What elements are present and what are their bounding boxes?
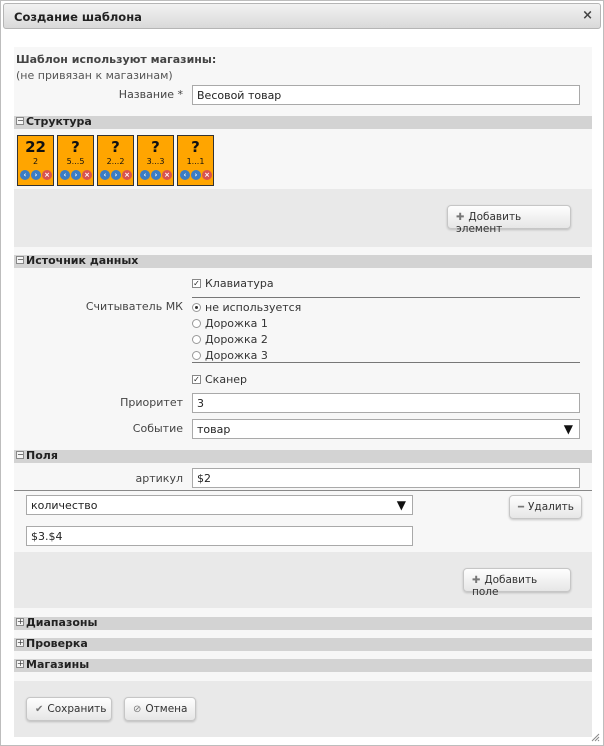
event-label: Событие bbox=[132, 422, 183, 435]
used-by-label: Шаблон используют магазины: bbox=[16, 53, 217, 66]
section-data-source[interactable] bbox=[14, 255, 592, 268]
tile-value: 22 bbox=[25, 138, 46, 156]
move-right-icon[interactable]: › bbox=[71, 170, 81, 180]
reader-option-label: Дорожка 3 bbox=[205, 349, 268, 362]
reader-radio-track2[interactable] bbox=[192, 335, 201, 344]
tile-value: ? bbox=[151, 138, 160, 156]
event-select-value: товар bbox=[197, 423, 231, 436]
keyboard-checkbox[interactable]: ✓ bbox=[193, 279, 200, 288]
collapse-icon[interactable]: − bbox=[17, 255, 24, 264]
reader-option-label: не используется bbox=[205, 301, 302, 314]
structure-tile[interactable] bbox=[177, 135, 214, 186]
priority-input[interactable] bbox=[192, 393, 580, 413]
reader-option-label: Дорожка 2 bbox=[205, 333, 268, 346]
article-input[interactable] bbox=[192, 468, 580, 488]
save-button[interactable] bbox=[26, 697, 112, 721]
reader-option-label: Дорожка 1 bbox=[205, 317, 268, 330]
structure-tile[interactable] bbox=[57, 135, 94, 186]
move-right-icon[interactable]: › bbox=[191, 170, 201, 180]
structure-tile[interactable] bbox=[17, 135, 54, 186]
section-structure-title: Структура bbox=[26, 115, 92, 128]
move-left-icon[interactable]: ‹ bbox=[60, 170, 70, 180]
priority-label: Приоритет bbox=[120, 396, 183, 409]
dropdown-arrow-icon: ▼ bbox=[396, 498, 406, 512]
keyboard-label: Клавиатура bbox=[205, 277, 274, 290]
expand-icon[interactable]: + bbox=[17, 659, 24, 668]
event-select[interactable] bbox=[192, 419, 580, 439]
name-input[interactable] bbox=[192, 85, 580, 105]
delete-field-button[interactable] bbox=[509, 495, 582, 519]
close-icon[interactable]: × bbox=[582, 8, 593, 23]
move-left-icon[interactable]: ‹ bbox=[140, 170, 150, 180]
move-left-icon[interactable]: ‹ bbox=[100, 170, 110, 180]
remove-icon[interactable]: × bbox=[162, 170, 172, 180]
divider bbox=[192, 297, 580, 298]
resize-grip-icon[interactable] bbox=[590, 732, 600, 742]
move-right-icon[interactable]: › bbox=[151, 170, 161, 180]
collapse-icon[interactable]: − bbox=[17, 116, 24, 125]
remove-icon[interactable]: × bbox=[202, 170, 212, 180]
cancel-label: Отмена bbox=[145, 703, 188, 715]
section-check[interactable] bbox=[14, 638, 592, 651]
section-fields-title: Поля bbox=[26, 449, 58, 462]
divider bbox=[14, 490, 592, 491]
remove-icon[interactable]: × bbox=[82, 170, 92, 180]
scanner-label: Сканер bbox=[205, 373, 248, 386]
add-element-label: Добавить элемент bbox=[456, 211, 522, 235]
tile-range: 5...5 bbox=[66, 157, 85, 166]
move-left-icon[interactable]: ‹ bbox=[20, 170, 30, 180]
move-right-icon[interactable]: › bbox=[31, 170, 41, 180]
cancel-icon: ⊘ bbox=[133, 704, 142, 715]
minus-icon: ━ bbox=[518, 502, 525, 513]
card-reader-label: Считыватель МК bbox=[85, 300, 183, 313]
structure-tile[interactable] bbox=[97, 135, 134, 186]
section-stores-title: Магазины bbox=[26, 658, 90, 671]
quantity-value-input[interactable] bbox=[26, 526, 413, 546]
structure-tile[interactable] bbox=[137, 135, 174, 186]
move-left-icon[interactable]: ‹ bbox=[180, 170, 190, 180]
check-icon: ✔ bbox=[35, 704, 44, 715]
field-type-select[interactable] bbox=[26, 495, 413, 515]
collapse-icon[interactable]: − bbox=[17, 450, 24, 459]
cancel-button[interactable] bbox=[124, 697, 196, 721]
remove-icon[interactable]: × bbox=[122, 170, 132, 180]
remove-icon[interactable]: × bbox=[42, 170, 52, 180]
section-fields[interactable] bbox=[14, 450, 592, 463]
tile-value: ? bbox=[111, 138, 120, 156]
name-label: Название * bbox=[118, 88, 183, 101]
dialog-title: Создание шаблона bbox=[14, 10, 142, 24]
section-ranges-title: Диапазоны bbox=[26, 616, 98, 629]
not-bound-label: (не привязан к магазинам) bbox=[16, 69, 173, 82]
plus-icon: ✚ bbox=[456, 212, 465, 223]
plus-icon: ✚ bbox=[472, 575, 481, 586]
tile-range: 1...1 bbox=[186, 157, 205, 166]
tile-range: 2 bbox=[32, 157, 39, 166]
move-right-icon[interactable]: › bbox=[111, 170, 121, 180]
divider bbox=[192, 362, 580, 363]
dropdown-arrow-icon: ▼ bbox=[563, 422, 573, 436]
scanner-checkbox[interactable]: ✓ bbox=[193, 375, 200, 384]
section-ranges[interactable] bbox=[14, 617, 592, 630]
expand-icon[interactable]: + bbox=[17, 617, 24, 626]
dialog-titlebar[interactable] bbox=[3, 3, 601, 29]
section-check-title: Проверка bbox=[26, 637, 88, 650]
expand-icon[interactable]: + bbox=[17, 638, 24, 647]
save-label: Сохранить bbox=[47, 703, 107, 715]
add-element-button[interactable] bbox=[447, 205, 571, 235]
section-data-source-title: Источник данных bbox=[26, 254, 139, 267]
add-field-label: Добавить поле bbox=[472, 574, 538, 598]
section-structure[interactable] bbox=[14, 116, 592, 129]
tile-range: 2...2 bbox=[106, 157, 125, 166]
add-field-button[interactable] bbox=[463, 568, 571, 598]
reader-radio-track1[interactable] bbox=[192, 319, 201, 328]
tile-range: 3...3 bbox=[146, 157, 165, 166]
delete-field-label: Удалить bbox=[528, 501, 574, 513]
article-label: артикул bbox=[135, 472, 183, 485]
reader-radio-track3[interactable] bbox=[192, 351, 201, 360]
reader-radio-none[interactable] bbox=[192, 303, 201, 312]
tile-value: ? bbox=[71, 138, 80, 156]
field-type-select-value: количество bbox=[31, 499, 98, 512]
section-stores[interactable] bbox=[14, 659, 592, 672]
tile-value: ? bbox=[191, 138, 200, 156]
